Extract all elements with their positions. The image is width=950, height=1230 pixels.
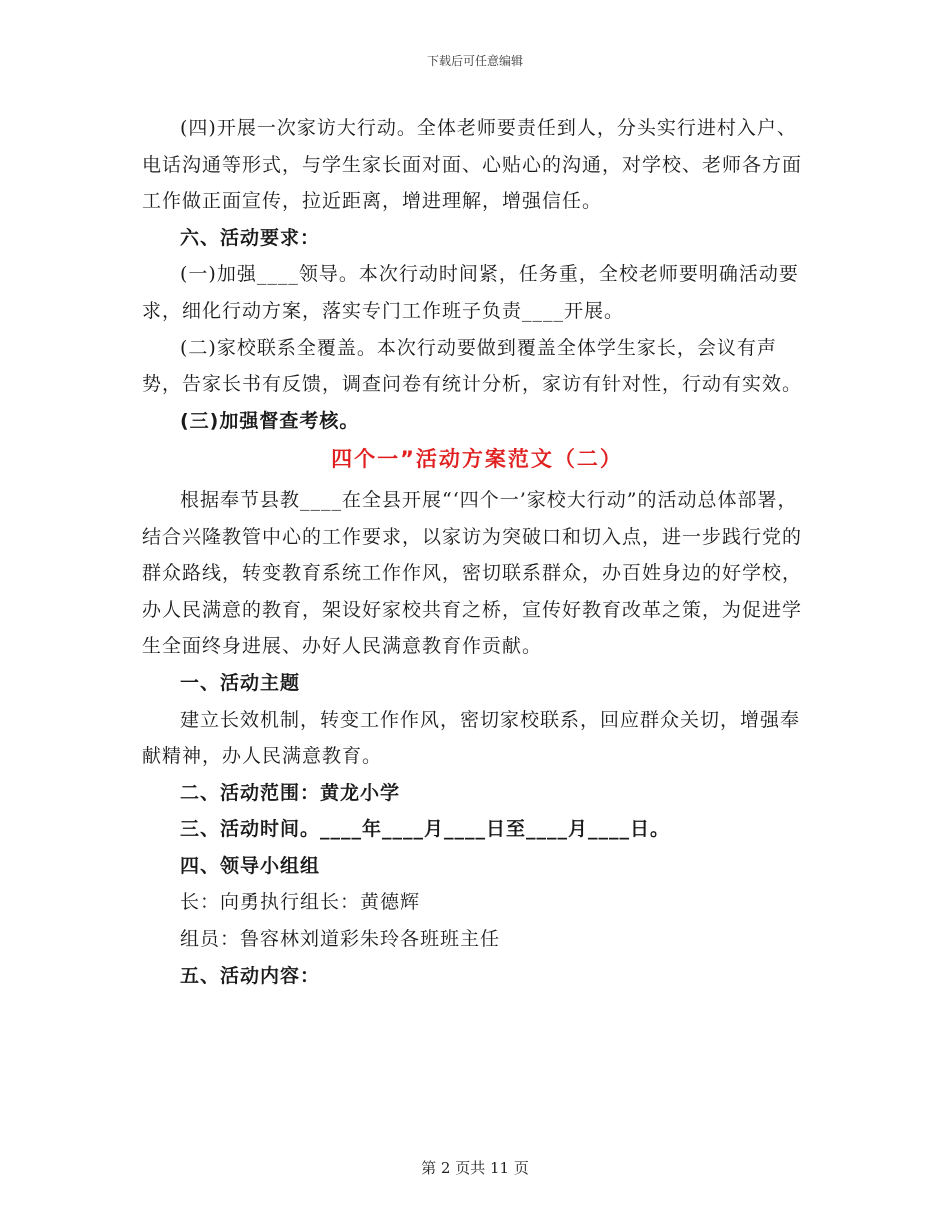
paragraph-home-visit: (四)开展一次家访大行动。全体老师要责任到人，分头实行进村入户、电话沟通等形式，与学生家长面对面、心贴心的沟通，对学校、老师各方面工作做正面宣传，拉近距离，增进理解，增强信任。 xyxy=(142,117,803,213)
paragraph-full-coverage: (二)家校联系全覆盖。本次行动要做到覆盖全体学生家长，会议有声势，告家长书有反馈，调查问卷有统计分析，家访有针对性，行动有实效。 xyxy=(142,336,803,396)
paragraph-strengthen-leadership: (一)加强____领导。本次行动时间紧，任务重，全校老师要明确活动要求，细化行动方案，落实专门工作班子负责____开展。 xyxy=(142,263,799,322)
page-header: 下载后可任意编辑 xyxy=(426,54,523,68)
heading-activity-scope: 二、活动范围：黄龙小学 xyxy=(180,781,401,804)
paragraph-theme: 建立长效机制，转变工作作风，密切家校联系，回应群众关切，增强奉献精神，办人民满意教育。 xyxy=(142,708,801,768)
paragraph-group-members: 组员：鲁容林刘道彩朱玲各班班主任 xyxy=(180,928,501,951)
heading-supervision: (三)加强督查考核。 xyxy=(180,409,360,432)
heading-activity-time: 三、活动时间。____年____月____日至____月____日。 xyxy=(180,818,671,841)
section-title: 四个一”活动方案范文（二） xyxy=(331,447,623,472)
heading-activity-theme: 一、活动主题 xyxy=(180,671,301,694)
paragraph-group-leaders: 长：向勇执行组长：黄德辉 xyxy=(180,891,421,914)
document-body xyxy=(142,110,812,994)
paragraph-background: 根据奉节县教____在全县开展“‘四个一’家校大行动”的活动总体部署，结合兴隆教管中心的工作要求，以家访为突破口和切入点，进一步践行党的群众路线，转变教育系统工作作风，密切联系群众，办百姓身边的好学校，办人民满意的教育，架设好家校共育之桥，宣传好教育改革之策，为促进学生全面终身进展、办好人民满意教育作贡献。 xyxy=(142,488,803,658)
heading-leadership-group: 四、领导小组组 xyxy=(180,854,321,877)
page-footer: 第 2 页共 11 页 xyxy=(421,1159,529,1177)
heading-activity-requirements: 六、活动要求： xyxy=(180,226,321,249)
heading-activity-content: 五、活动内容： xyxy=(180,964,321,987)
